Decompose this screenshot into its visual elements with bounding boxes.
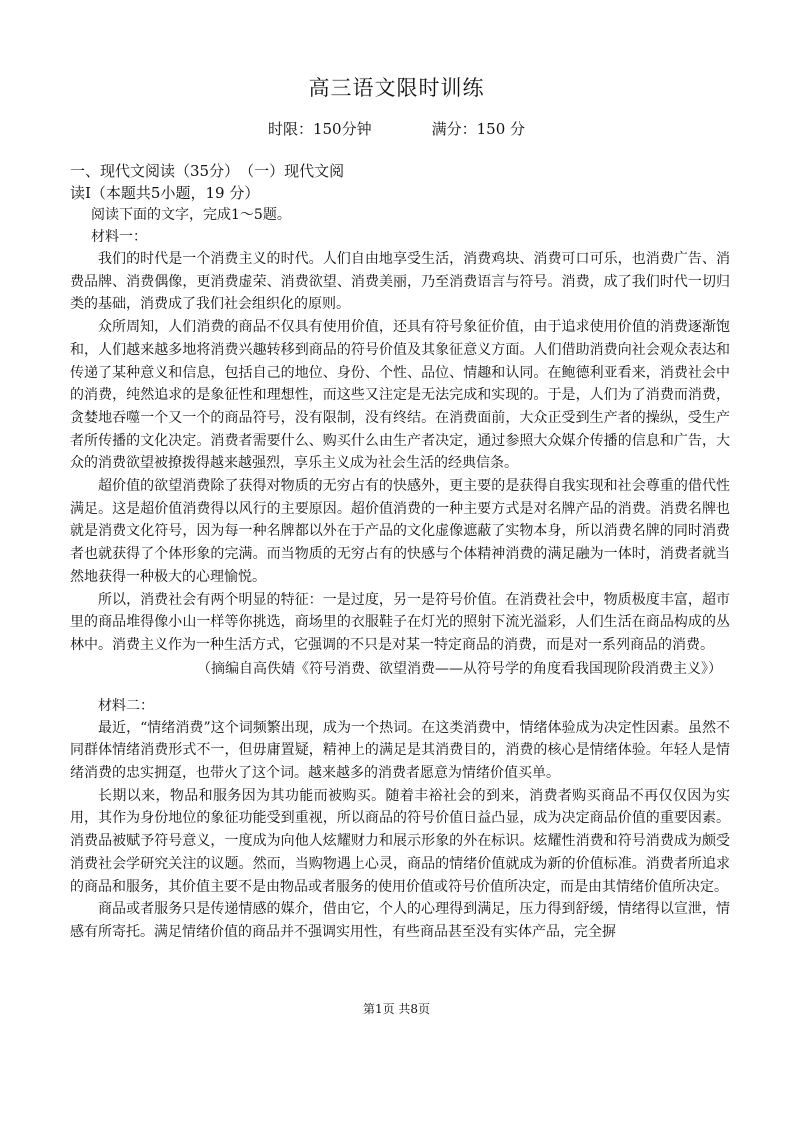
material1-paragraph: 超价值的欲望消费除了获得对物质的无穷占有的快感外，更主要的是获得自我实现和社会尊重的借代性满足。这是超价值消费得以风行的主要原因。超价值消费的一种主要方式是对名牌产品的消费。消费名牌也就是消费文化符号，因为每一种名牌都以外在于产品的文化虚像遮蔽了实物本身，所以消费名牌的同时消费者也就获得了个体形象的完满。而当物质的无穷占有的快感与个体精神消费的满足融为一体时，消费者就当然地获得一种极大的心理愉悦。 <box>70 478 730 585</box>
time-limit: 时限：150分钟 <box>267 120 372 138</box>
exam-meta <box>0 118 793 139</box>
material1-source: （摘编自高佚婧《符号消费、欲望消费——从符号学的角度看我国现阶段消费主义》） <box>197 660 722 677</box>
instruction: 阅读下面的文字，完成1～5题。 <box>91 207 291 223</box>
section-heading: 一、现代文阅读（35分） （一）现代文阅 <box>70 162 345 180</box>
material2-label: 材料二： <box>98 697 154 714</box>
material1-paragraph: 所以，消费社会有两个明显的特征：一是过度，另一是符号价值。在消费社会中，物质极度丰富，超市里的商品堆得像小山一样等你挑选，商场里的衣服鞋子在灯光的照射下流光溢彩，人们生活在商品构成的丛林中。消费主义作为一种生活方式，它强调的不只是对某一特定商品的消费，而是对一系列商品的消费。 <box>70 591 730 653</box>
material1-paragraph: 众所周知，人们消费的商品不仅具有使用价值，还具有符号象征价值，由于追求使用价值的消费逐渐饱和，人们越来越多地将消费兴趣转移到商品的符号价值及其象征意义方面。人们借助消费向社会观众表达和传递了某种意义和信息，包括自己的地位、身份、个性、品位、情趣和认同。在鲍德利亚看来，消费社会中的消费，纯然追求的是象征性和理想性，而这些又注定是无法完成和实现的。于是，人们为了消费而消费，贪婪地吞噬一个又一个的商品符号，没有限制，没有终结。在消费面前，大众正受到生产者的操纵，受生产者所传播的文化决定。消费者需要什么、购买什么由生产者决定，通过参照大众媒介传播的信息和广告，大众的消费欲望被撩拨得越来越强烈，享乐主义成为社会生活的经典信条。 <box>70 319 730 472</box>
material2-paragraph: 最近，“情绪消费”这个词频繁出现，成为一个热词。在这类消费中，情绪体验成为决定性因素。虽然不同群体情绪消费形式不一，但毋庸置疑，精神上的满足是其消费目的，消费的核心是情绪体验。年轻人是情绪消费的忠实拥趸，也带火了这个词。越来越多的消费者愿意为情绪价值买单。 <box>70 719 730 782</box>
material2-paragraph: 商品或者服务只是传递情感的媒介，借由它，个人的心理得到满足，压力得到舒缓，情绪得以宣泄，情感有所寄托。满足情绪价值的商品并不强调实用性，有些商品甚至没有实体产品，完全摒 <box>70 901 730 940</box>
page-footer: 第1页 共8页 <box>362 1002 431 1016</box>
exam-content <box>70 160 730 944</box>
page-title: 高三语文限时训练 <box>308 76 485 100</box>
material1-label: 材料一： <box>91 229 147 245</box>
section-subheading: 读Ⅰ（本题共5小题，19 分） <box>70 184 260 202</box>
material2-paragraph: 长期以来，物品和服务因为其功能而被购买。随着丰裕社会的到来，消费者购买商品不再仅仅因为实用，其作为身份地位的象征功能受到重视，所以商品的符号价值日益凸显，成为决定商品价值的重要因素。消费品被赋予符号意义，一度成为向他人炫耀财力和展示形象的外在标识。炫耀性消费和符号消费成为颇受消费社会学研究关注的议题。然而，当购物遇上心灵，商品的情绪价值就成为新的价值标准。消费者所追求的商品和服务，其价值主要不是由物品或者服务的使用价值或符号价值所决定，而是由其情绪价值所决定。 <box>70 787 730 895</box>
material1-paragraph: 我们的时代是一个消费主义的时代。人们自由地享受生活，消费鸡块、消费可口可乐，也消费广告、消费品牌、消费偶像，更消费虚荣、消费欲望、消费美丽，乃至消费语言与符号。消费，成了我们时代一切归类的基础，消费成了我们社会组织化的原则。 <box>70 251 730 313</box>
full-score: 满分：150 分 <box>431 120 526 138</box>
